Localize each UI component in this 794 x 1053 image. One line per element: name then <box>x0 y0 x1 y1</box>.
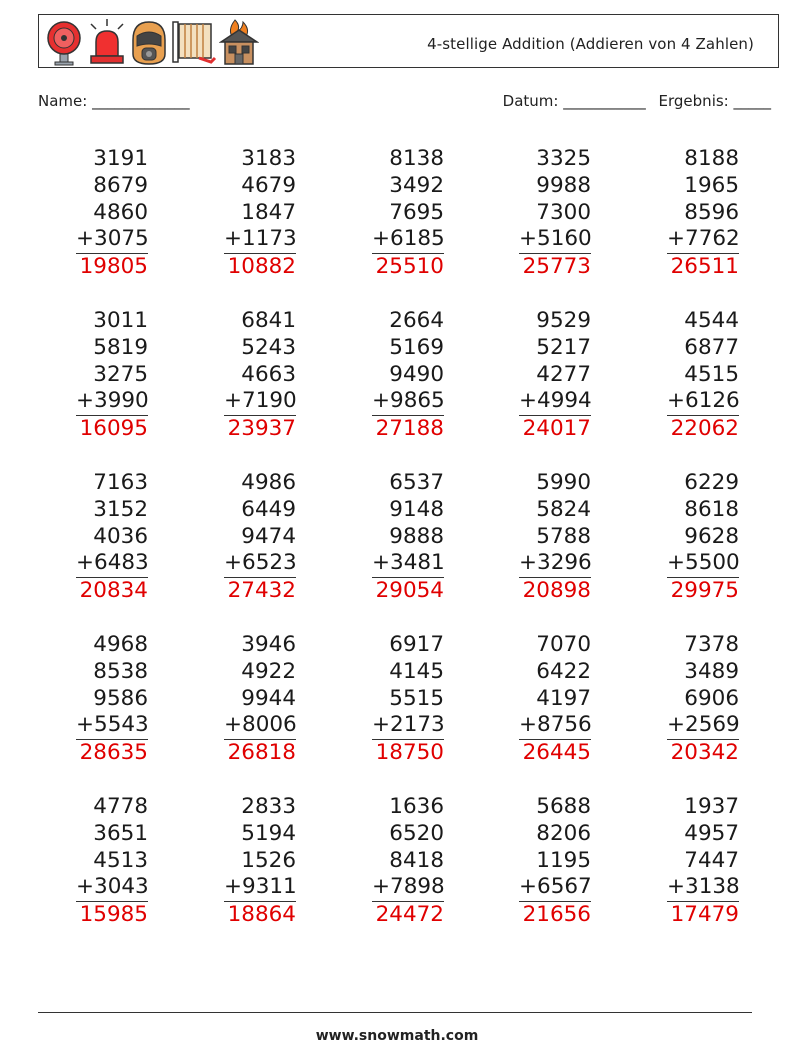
addend: 8679 <box>93 172 148 198</box>
sum-answer: 20834 <box>79 577 148 603</box>
sum-answer: 27432 <box>227 577 296 603</box>
addend: 3152 <box>93 496 148 522</box>
name-field: Name: _____________ <box>38 92 190 110</box>
last-addend: +5543 <box>76 712 148 739</box>
last-addend: +4994 <box>519 388 591 415</box>
addend: 1526 <box>241 847 296 873</box>
last-addend: +6126 <box>667 388 739 415</box>
addition-problem <box>629 146 739 281</box>
footer-site: www.snowmath.com <box>315 1028 479 1044</box>
last-addend: +5160 <box>519 226 591 253</box>
addend: 2664 <box>389 308 444 333</box>
addend: 6877 <box>684 334 739 360</box>
last-addend: +7190 <box>224 388 296 415</box>
addend: 4663 <box>241 361 296 387</box>
addend: 4922 <box>241 658 296 684</box>
addition-problem <box>186 632 296 767</box>
addend: 5819 <box>93 334 148 360</box>
sum-answer: 17479 <box>670 901 739 927</box>
addition-problem <box>629 470 739 605</box>
sum-answer: 18864 <box>227 901 296 927</box>
last-addend: +1173 <box>224 226 296 253</box>
last-addend: +3043 <box>76 874 148 901</box>
addend: 3489 <box>684 658 739 684</box>
sum-answer: 24017 <box>522 415 591 441</box>
addition-problem <box>38 146 148 281</box>
addition-problem <box>186 146 296 281</box>
addend: 4277 <box>536 361 591 387</box>
addition-problem <box>481 632 591 767</box>
addend: 9148 <box>389 496 444 522</box>
addend: 7695 <box>389 199 444 225</box>
sum-answer: 26818 <box>227 739 296 765</box>
addend: 7300 <box>536 199 591 225</box>
addend: 6906 <box>684 685 739 711</box>
addend: 5169 <box>389 334 444 360</box>
result-field: Ergebnis: _____ <box>658 92 771 110</box>
siren-icon <box>87 18 127 66</box>
addition-problem <box>38 470 148 605</box>
addend: 9988 <box>536 172 591 198</box>
addition-problem <box>186 470 296 605</box>
sum-answer: 27188 <box>375 415 444 441</box>
sum-answer: 26445 <box>522 739 591 765</box>
last-addend: +3990 <box>76 388 148 415</box>
last-addend: +9311 <box>224 874 296 901</box>
last-addend: +7762 <box>667 226 739 253</box>
last-addend: +3481 <box>372 550 444 577</box>
addend: 9474 <box>241 523 296 549</box>
addition-problem <box>334 308 444 443</box>
addend: 3946 <box>241 632 296 657</box>
sum-answer: 16095 <box>79 415 148 441</box>
addend: 3011 <box>93 308 148 333</box>
addend: 4968 <box>93 632 148 657</box>
addend: 5788 <box>536 523 591 549</box>
addition-problem <box>38 632 148 767</box>
addend: 8418 <box>389 847 444 873</box>
sum-answer: 20342 <box>670 739 739 765</box>
addend: 9888 <box>389 523 444 549</box>
sum-answer: 25510 <box>375 253 444 279</box>
addend: 4197 <box>536 685 591 711</box>
last-addend: +2173 <box>372 712 444 739</box>
header-icon-strip <box>43 17 259 67</box>
addend: 9944 <box>241 685 296 711</box>
addition-problem <box>186 794 296 929</box>
addend: 2833 <box>241 794 296 819</box>
fire-hose-icon <box>171 18 217 66</box>
addition-problem <box>334 470 444 605</box>
addition-problem <box>629 308 739 443</box>
firefighter-mask-icon <box>129 18 169 66</box>
addend: 9490 <box>389 361 444 387</box>
sum-answer: 26511 <box>670 253 739 279</box>
addend: 4513 <box>93 847 148 873</box>
addend: 3191 <box>93 146 148 171</box>
addend: 4957 <box>684 820 739 846</box>
addend: 3275 <box>93 361 148 387</box>
addend: 4778 <box>93 794 148 819</box>
last-addend: +3296 <box>519 550 591 577</box>
last-addend: +9865 <box>372 388 444 415</box>
addend: 4679 <box>241 172 296 198</box>
addend: 4145 <box>389 658 444 684</box>
sum-answer: 23937 <box>227 415 296 441</box>
sum-answer: 28635 <box>79 739 148 765</box>
addend: 6537 <box>389 470 444 495</box>
addend: 1847 <box>241 199 296 225</box>
sum-answer: 19805 <box>79 253 148 279</box>
alarm-bell-icon <box>43 18 85 66</box>
last-addend: +6185 <box>372 226 444 253</box>
sum-answer: 24472 <box>375 901 444 927</box>
addition-problem <box>186 308 296 443</box>
addend: 3651 <box>93 820 148 846</box>
addend: 3183 <box>241 146 296 171</box>
addend: 5217 <box>536 334 591 360</box>
addend: 5824 <box>536 496 591 522</box>
sum-answer: 29975 <box>670 577 739 603</box>
addend: 9529 <box>536 308 591 333</box>
addend: 5194 <box>241 820 296 846</box>
sum-answer: 21656 <box>522 901 591 927</box>
addition-problem <box>629 632 739 767</box>
addend: 7163 <box>93 470 148 495</box>
addend: 5243 <box>241 334 296 360</box>
addend: 3492 <box>389 172 444 198</box>
sum-answer: 18750 <box>375 739 444 765</box>
addend: 8188 <box>684 146 739 171</box>
addition-problem <box>481 794 591 929</box>
addend: 5688 <box>536 794 591 819</box>
addend: 6520 <box>389 820 444 846</box>
sum-answer: 10882 <box>227 253 296 279</box>
addition-problem <box>481 146 591 281</box>
addend: 4036 <box>93 523 148 549</box>
last-addend: +2569 <box>667 712 739 739</box>
addend: 9628 <box>684 523 739 549</box>
addition-problem <box>481 308 591 443</box>
addition-problem <box>38 308 148 443</box>
addition-problem <box>38 794 148 929</box>
sum-answer: 25773 <box>522 253 591 279</box>
sum-answer: 20898 <box>522 577 591 603</box>
addend: 4986 <box>241 470 296 495</box>
last-addend: +3138 <box>667 874 739 901</box>
worksheet-header <box>38 14 779 68</box>
addend: 1937 <box>684 794 739 819</box>
last-addend: +3075 <box>76 226 148 253</box>
sum-answer: 15985 <box>79 901 148 927</box>
addend: 8596 <box>684 199 739 225</box>
addition-problem <box>334 632 444 767</box>
addend: 6917 <box>389 632 444 657</box>
addition-problem <box>629 794 739 929</box>
addend: 4544 <box>684 308 739 333</box>
addend: 1636 <box>389 794 444 819</box>
addend: 8618 <box>684 496 739 522</box>
addend: 5515 <box>389 685 444 711</box>
date-field: Datum: ___________ <box>502 92 646 110</box>
footer-divider <box>38 1012 752 1013</box>
addition-problem <box>334 794 444 929</box>
last-addend: +8756 <box>519 712 591 739</box>
addend: 4515 <box>684 361 739 387</box>
addend: 7378 <box>684 632 739 657</box>
addend: 6449 <box>241 496 296 522</box>
sum-answer: 22062 <box>670 415 739 441</box>
addend: 1195 <box>536 847 591 873</box>
last-addend: +5500 <box>667 550 739 577</box>
addend: 7070 <box>536 632 591 657</box>
addend: 7447 <box>684 847 739 873</box>
addend: 8538 <box>93 658 148 684</box>
last-addend: +7898 <box>372 874 444 901</box>
addition-problem <box>334 146 444 281</box>
burning-house-icon <box>219 18 259 66</box>
addition-problem <box>481 470 591 605</box>
last-addend: +6523 <box>224 550 296 577</box>
last-addend: +8006 <box>224 712 296 739</box>
addend: 6229 <box>684 470 739 495</box>
student-info-row <box>38 92 771 114</box>
addend: 6422 <box>536 658 591 684</box>
date-result-fields <box>495 92 771 110</box>
addend: 8206 <box>536 820 591 846</box>
addend: 8138 <box>389 146 444 171</box>
last-addend: +6567 <box>519 874 591 901</box>
addend: 5990 <box>536 470 591 495</box>
addend: 9586 <box>93 685 148 711</box>
sum-answer: 29054 <box>375 577 444 603</box>
addend: 3325 <box>536 146 591 171</box>
last-addend: +6483 <box>76 550 148 577</box>
worksheet-title: 4-stellige Addition (Addieren von 4 Zahlen) <box>427 35 754 53</box>
addend: 6841 <box>241 308 296 333</box>
addend: 1965 <box>684 172 739 198</box>
addend: 4860 <box>93 199 148 225</box>
